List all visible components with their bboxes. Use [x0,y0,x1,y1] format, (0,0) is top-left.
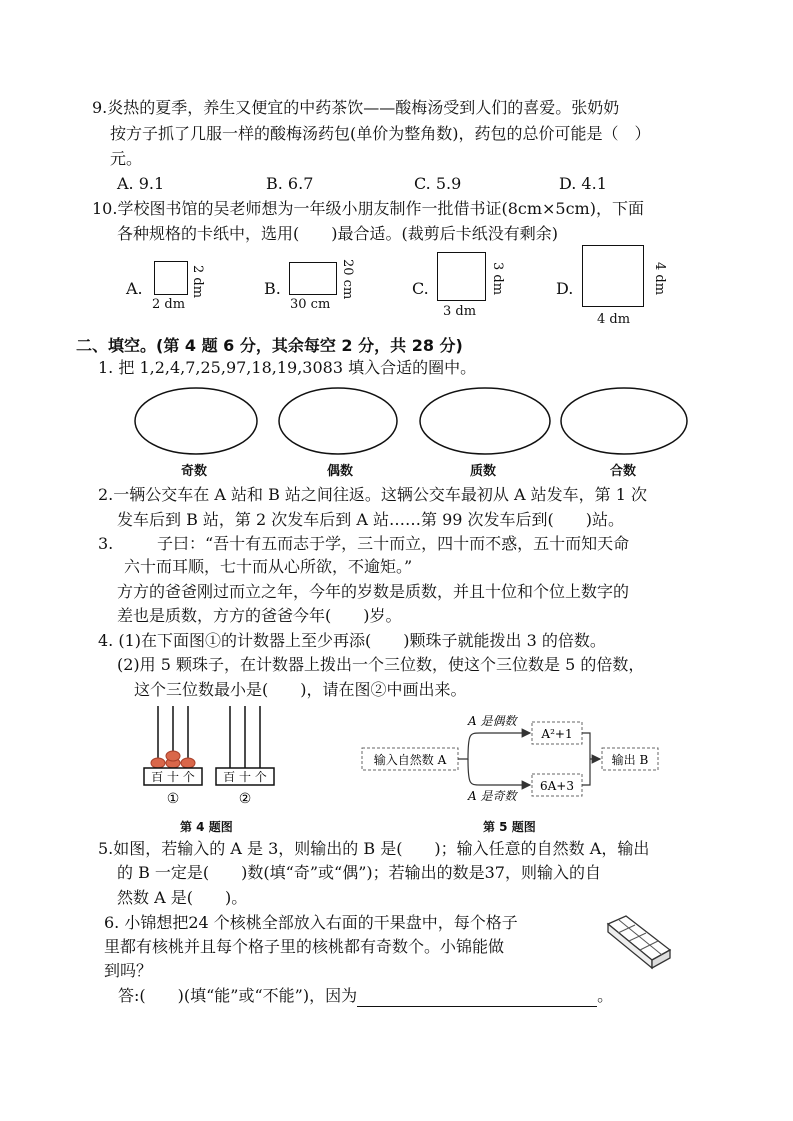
q10-card-b-height: 20 cm [340,259,355,300]
q10-card-d-width: 4 dm [597,312,631,327]
f4-line1: 4. (1)在下面图①的计数器上至少再添( )颗珠子就能拨出 3 的倍数。 [98,631,606,650]
f6-answer-prefix: 答:( )(填“能”或“不能”)，因为 [118,986,358,1005]
q10-card-b-width: 30 cm [290,297,331,312]
q9-line2: 按方子抓了几服一样的酸梅汤药包(单价为整角数)，药包的总价可能是（ ） [110,124,651,143]
f4-line2: (2)用 5 颗珠子，在计数器上拨出一个三位数，使这个三位数是 5 的倍数， [117,655,645,674]
abacus1-bead-tens-2 [166,751,180,761]
q10-card-c-height: 3 dm [490,262,505,296]
flowchart [360,708,670,808]
f5-line1: 5.如图，若输入的 A 是 3，则输出的 B 是( )；输入任意的自然数 A，输出 [98,839,650,858]
q10-card-c [437,252,486,301]
f3-line1: 子曰：“吾十有五而志于学，三十而立，四十而不惑，五十而知天命 [157,534,630,553]
oval-prime[interactable] [420,388,550,454]
flow-odd-expr: 6A+3 [540,779,574,793]
oval-label-odd: 奇数 [181,464,208,479]
oval-odd[interactable] [135,388,257,454]
f3-line4: 差也是质数，方方的爸爸今年( )岁。 [117,606,402,625]
abacus1-fig-number: ① [166,791,180,807]
f6-answer-end: 。 [597,986,614,1005]
f6-line3: 到吗？ [104,961,153,980]
abacus1-bead-ones [181,758,195,768]
q10-line1: 10.学校图书馆的吴老师想为一年级小朋友制作一批借书证(8cm×5cm)，下面 [92,199,644,218]
oval-composite[interactable] [561,388,687,454]
oval-even[interactable] [279,388,397,454]
f4-line3: 这个三位数最小是( )，请在图②中画出来。 [134,680,467,699]
f6-line2: 里都有核桃并且每个格子里的核桃都有奇数个。小锦能做 [104,937,505,956]
f5-caption: 第 5 题图 [483,820,536,834]
q10-card-c-width: 3 dm [443,304,477,319]
flow-merge-arrow [582,733,600,785]
abacus1-bead-hundreds [151,758,165,768]
f3-line2: 六十而耳顺，七十而从心所欲，不逾矩。” [124,557,413,576]
q9-option-a: A. 9.1 [117,174,165,193]
oval-label-prime: 质数 [470,464,497,479]
flow-input-text: 输入自然数 A [373,753,447,767]
q10-card-a-height: 2 dm [190,265,205,299]
q10-choice-d-letter: D. [556,279,574,298]
f3-line3: 方方的爸爸刚过而立之年，今年的岁数是质数，并且十位和个位上数字的 [117,582,630,601]
abacus2-label: 百 十 个 [223,770,267,784]
oval-label-composite: 合数 [610,464,637,479]
q10-card-a [154,261,188,295]
q10-choice-c-letter: C. [412,279,429,298]
f6-line1: 6. 小锦想把24 个核桃全部放入右面的干果盘中，每个格子 [104,913,518,932]
flow-arrow-odd [468,759,530,785]
f4-caption: 第 4 题图 [180,820,233,834]
section-title: 二、填空。(第 4 题 6 分，其余每空 2 分，共 28 分) [76,336,463,355]
abacus2-fig-number: ② [238,791,252,807]
q9-option-b: B. 6.7 [266,174,314,193]
f5-line2: 的 B 一定是( )数(填“奇”或“偶”)；若输出的数是37，则输入的自 [117,863,601,882]
f1-text: 1. 把 1,2,4,7,25,97,18,19,3083 填入合适的圈中。 [98,358,477,377]
q10-card-d-height: 4 dm [652,262,667,296]
q10-card-a-width: 2 dm [152,297,186,312]
q9-option-d: D. 4.1 [559,174,607,193]
f5-line3: 然数 A 是( )。 [117,888,248,907]
f2-line2: 发车后到 B 站，第 2 次发车后到 A 站……第 99 次发车后到( )站。 [117,510,625,529]
flow-even-label: A 是偶数 [468,714,517,728]
q10-card-b [289,262,337,295]
q10-choice-b-letter: B. [264,279,281,298]
flow-output-text: 输出 B [611,753,649,767]
f2-line1: 2.一辆公交车在 A 站和 B 站之间往返。这辆公交车最初从 A 站发车，第 1 次 [98,485,648,504]
q10-line2: 各种规格的卡纸中，选用( )最合适。(裁剪后卡纸没有剩余) [117,224,558,243]
q10-card-d [582,245,644,307]
flow-arrow-even [458,733,530,759]
flow-even-expr: A²+1 [541,727,573,741]
q10-choice-a-letter: A. [126,279,143,298]
oval-label-even: 偶数 [327,464,354,479]
f6-answer [118,985,613,1007]
abacus-figures [138,700,288,810]
abacus1-label: 百 十 个 [151,770,195,784]
fruit-tray-icon [604,912,674,974]
f3-number: 3. [98,534,114,553]
q9-option-c: C. 5.9 [414,174,462,193]
q9-line1: 9.炎热的夏季，养生又便宜的中药茶饮——酸梅汤受到人们的喜爱。张奶奶 [92,98,620,117]
f6-answer-blank[interactable] [357,990,597,1007]
f1-ovals [130,385,690,457]
q9-line3: 元。 [110,149,143,168]
flow-odd-label: A 是奇数 [468,789,517,803]
